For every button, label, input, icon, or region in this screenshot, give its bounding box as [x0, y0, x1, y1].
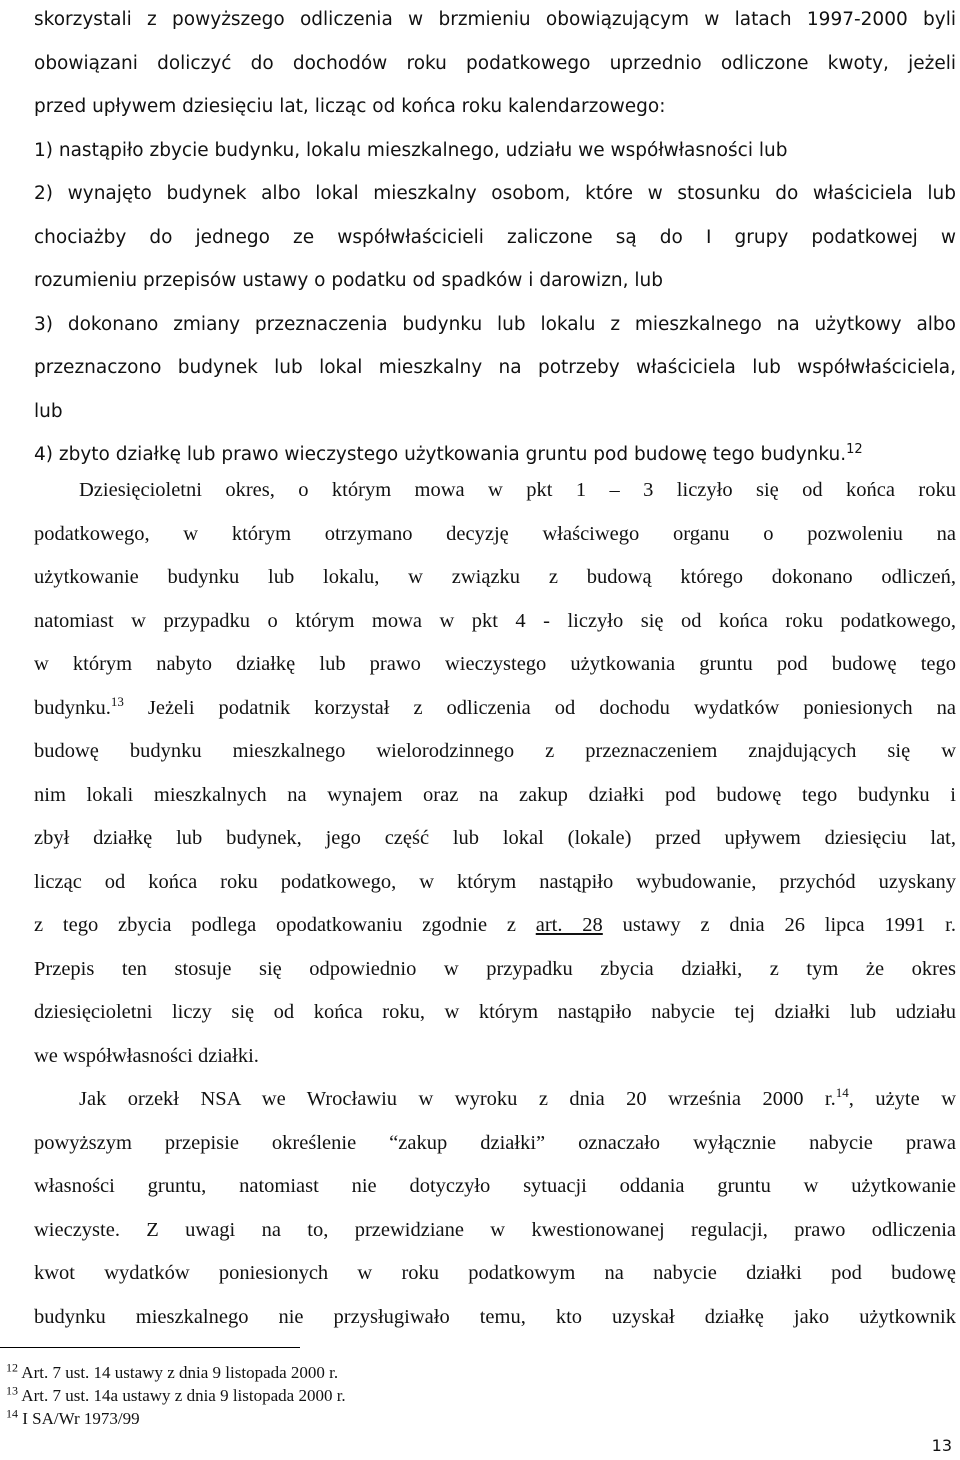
text-line: natomiast w przypadku o którym mowa w pkt 4 - liczyło się od końca roku podatkowego,: [34, 609, 956, 632]
text-run: , użyte w: [848, 1088, 956, 1110]
serif-text-block: [34, 469, 956, 1339]
footnote-number: 14: [6, 1406, 18, 1421]
list-item-1: 1) nastąpiło zbycie budynku, lokalu mieszkalnego, udziału we współwłasności lub: [34, 139, 788, 161]
footnote: [6, 1362, 338, 1384]
text-line: wieczyste. Z uwagi na to, przewidziane w kwestionowanej regulacji, prawo odliczenia: [34, 1218, 956, 1241]
text-run: 4) zbyto działkę lub prawo wieczystego użytkowania gruntu pod budowę tego budynku.: [34, 444, 847, 465]
page-number: 13: [931, 1436, 952, 1455]
text-line: [34, 1078, 956, 1122]
text-line: zbył działkę lub budynek, jego część lub lokal (lokale) przed upływem dziesięciu lat,: [34, 827, 956, 849]
sans-text-block: [34, 0, 956, 477]
footnote: [6, 1385, 346, 1407]
text-line: [34, 904, 956, 948]
text-line: Przepis ten stosuje się odpowiednio w przypadku zbycia działki, z tym że okres: [34, 957, 956, 980]
text-line: przed upływem dziesięciu lat, licząc od końca roku kalendarzowego:: [34, 96, 666, 117]
text-line: rozumieniu przepisów ustawy o podatku od spadków i darowizn, lub: [34, 270, 663, 291]
text-line: budynku mieszkalnego nie przysługiwało temu, kto uzyskał działkę jako użytkownik: [34, 1305, 956, 1328]
text-line: we współwłasności działki.: [34, 1044, 259, 1067]
footnote-ref: 13: [110, 693, 124, 709]
text-line: własności gruntu, natomiast nie dotyczyło sytuacji oddania gruntu w użytkowanie: [34, 1175, 956, 1197]
text-line: powyższym przepisie określenie “zakup działki” oznaczało wyłącznie nabycie prawa: [34, 1131, 956, 1154]
text-line: lub: [34, 400, 63, 422]
text-line: nim lokali mieszkalnych na wynajem oraz na zakup działki pod budowę tego budynku i: [34, 783, 956, 806]
footnote-ref: 12: [846, 441, 863, 457]
text-line: skorzystali z powyższego odliczenia w brzmieniu obowiązującym w latach 1997-2000 byli: [34, 9, 956, 30]
text-line: dziesięcioletni liczy się od końca roku, w którym nastąpiło nabycie tej działki lub udziału: [34, 1001, 956, 1023]
text-line: przeznaczono budynek lub lokal mieszkalny na potrzeby właściciela lub współwłaściciela,: [34, 357, 956, 378]
list-item-2: 2) wynajęto budynek albo lokal mieszkalny osobom, które w stosunku do właściciela lub: [34, 183, 956, 204]
text-line: kwot wydatków poniesionych w roku podatkowym na nabycie działki pod budowę: [34, 1262, 956, 1284]
text-run: Jeżeli podatnik korzystał z odliczenia od dochodu wydatków poniesionych na: [123, 696, 956, 719]
footnote: [6, 1408, 140, 1430]
text-line: podatkowego, w którym otrzymano decyzję właściwego organu o pozwoleniu na: [34, 522, 956, 545]
text-line: [34, 687, 956, 731]
footnote-number: 13: [6, 1383, 18, 1398]
text-run: z tego zbycia podlega opodatkowaniu zgodnie z: [34, 914, 536, 936]
footnote-number: 12: [6, 1360, 18, 1375]
text-run: ustawy z dnia 26 lipca 1991 r.: [602, 914, 956, 936]
text-line: obowiązani doliczyć do dochodów roku podatkowego uprzednio odliczone kwoty, jeżeli: [34, 52, 956, 74]
text-line: użytkowanie budynku lub lokalu, w związku z budową którego dokonano odliczeń,: [34, 566, 956, 588]
footnote-divider: [0, 1347, 300, 1348]
text-line: Dziesięcioletni okres, o którym mowa w pkt 1 – 3 liczyło się od końca roku: [79, 479, 956, 501]
footnote-text: Art. 7 ust. 14 ustawy z dnia 9 listopada 2000 r.: [18, 1363, 339, 1382]
footnote-text: I SA/Wr 1973/99: [18, 1409, 140, 1428]
footnote-ref: 14: [835, 1085, 849, 1101]
footnote-text: Art. 7 ust. 14a ustawy z dnia 9 listopada 2000 r.: [18, 1386, 346, 1405]
article-link[interactable]: art. 28: [535, 914, 603, 936]
text-run: Jak orzekł NSA we Wrocławiu w wyroku z dnia 20 września 2000 r.: [79, 1088, 836, 1110]
list-item-3: 3) dokonano zmiany przeznaczenia budynku lub lokalu z mieszkalnego na użytkowy albo: [34, 313, 956, 335]
text-line: chociażby do jednego ze współwłaścicieli zaliczone są do I grupy podatkowej w: [34, 226, 956, 248]
text-line: budowę budynku mieszkalnego wielorodzinnego z przeznaczeniem znajdujących się w: [34, 740, 956, 762]
text-line: licząc od końca roku podatkowego, w którym nastąpiło wybudowanie, przychód uzyskany: [34, 870, 956, 893]
text-line: w którym nabyto działkę lub prawo wieczystego użytkowania gruntu pod budowę tego: [34, 653, 956, 675]
text-run: budynku.: [34, 696, 111, 719]
